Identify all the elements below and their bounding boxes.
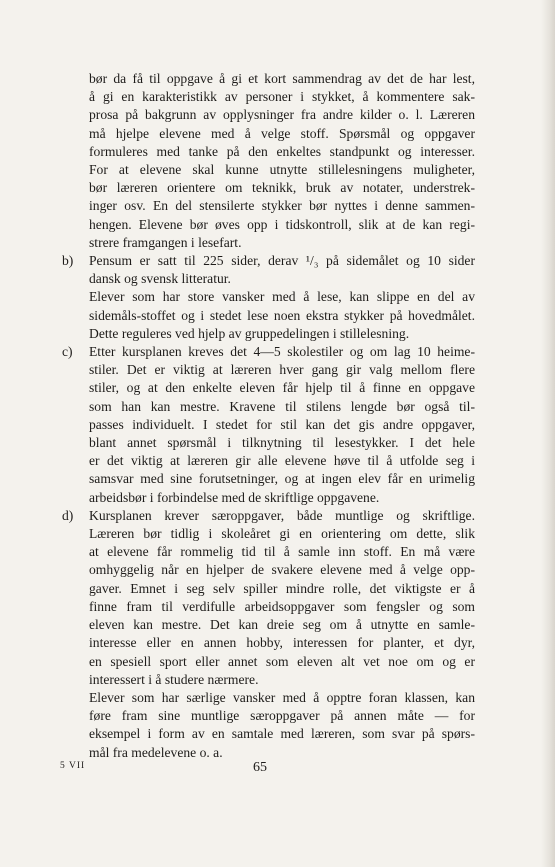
text-line: mål fra medelevene o. a.: [89, 744, 223, 760]
item-d-paragraph: [89, 507, 475, 689]
text-line: strere framgangen i lesefart.: [89, 234, 242, 250]
text-line: Læreren bør tidlig i skoleåret gi en orientering om dette, slik: [89, 526, 475, 542]
text-line: føre fram sine muntlige særoppgaver på annen måte — for: [89, 708, 475, 724]
text-line: blant annet spørsmål i tilknytning til lesestykker. I det hele: [89, 435, 475, 451]
body-text: [62, 70, 475, 762]
text-line: interessert i å studere nærmere.: [89, 671, 259, 687]
signature-mark: 5 VII: [60, 761, 86, 771]
text-line: eleven kan mestre. Det kan dreie seg om å utnytte en samle-: [89, 617, 475, 633]
item-b-paragraph-2: [89, 288, 475, 343]
text-line: er det viktig at læreren gir alle elevene høve til å utfolde seg i: [89, 453, 475, 469]
text-line: bør læreren orientere om teknikk, bruk av notater, understrek-: [89, 180, 475, 196]
text-line: hengen. Elevene bør øves opp i tidskontroll, slik at de kan regi-: [89, 216, 475, 232]
text-line: at elevene får rommelig tid til å samle inn stoff. En må være: [89, 544, 475, 560]
list-item-c: [62, 343, 475, 507]
intro-paragraph: [89, 70, 475, 252]
text-line: Etter kursplanen kreves det 4—5 skolestiler og om lag 10 heime-: [89, 344, 475, 360]
text-line: For at elevene skal kunne utnytte stillelesningens muligheter,: [89, 162, 475, 178]
text-line: stiler, og at den enkelte eleven får hjelp til å finne en oppgave: [89, 380, 475, 396]
text-line: må hjelpe elevene med å velge stoff. Spørsmål og oppgaver: [89, 125, 475, 141]
text-line: formuleres med tanke på den enkeltes standpunkt og interesser.: [89, 143, 475, 159]
text-line: Pensum er satt til 225 sider, derav ¹/₃ på sidemålet og 10 sider: [89, 253, 475, 269]
text-line: en spesiell sport eller annet som eleven alt vet noe om og er: [89, 653, 475, 669]
text-line: stiler. Det er viktig at læreren hver gang gir valg mellom flere: [89, 362, 475, 378]
text-line: Kursplanen krever særoppgaver, både muntlige og skriftlige.: [89, 507, 475, 523]
text-line: som han kan mestre. Kravene til stilens lengde bør også til-: [89, 398, 475, 414]
text-line: Elever som har særlige vansker med å opptre foran klassen, kan: [89, 689, 475, 705]
text-line: samsvar med sine forutsetninger, og at ingen elev får en urimelig: [89, 471, 475, 487]
text-line: inger osv. En del stensilerte stykker bør nyttes i denne sammen-: [89, 198, 475, 214]
text-line: omhyggelig når en hjelper de svakere elevene med å velge opp-: [89, 562, 475, 578]
list-item-b: [62, 252, 475, 343]
text-line: å gi en karakteristikk av personer i stykket, å kommentere sak-: [89, 89, 475, 105]
text-line: eksempel i form av en samtale med læreren, som svar på spørs-: [89, 726, 475, 742]
text-line: dansk og svensk litteratur.: [89, 271, 231, 287]
text-line: interesse eller en annen hobby, interessen for planter, et dyr,: [89, 635, 475, 651]
item-c-paragraph: [89, 343, 475, 507]
page-number: 65: [253, 760, 267, 775]
text-line: prosa på bakgrunn av opplysninger fra andre kilder o. l. Læreren: [89, 107, 475, 123]
text-line: passes individuelt. I stedet for stil kan det gis andre oppgaver,: [89, 416, 475, 432]
text-line: gaver. Emnet i seg selv spiller mindre rolle, det viktigste er å: [89, 580, 475, 596]
list-marker: b): [62, 253, 74, 269]
list-marker: c): [62, 344, 73, 360]
list-marker: d): [62, 507, 74, 523]
item-b-paragraph: [89, 252, 475, 288]
text-line: Elever som har store vansker med å lese, kan slippe en del av: [89, 289, 475, 305]
text-line: arbeidsbør i forbindelse med de skriftlige oppgavene.: [89, 489, 380, 505]
list-item-d: [62, 507, 475, 762]
item-d-paragraph-2: [89, 689, 475, 762]
page-edge-shadow: [541, 0, 555, 867]
text-line: bør da få til oppgave å gi et kort sammendrag av det de har lest,: [89, 71, 475, 86]
text-line: sidemåls-stoffet og i stedet lese noen ekstra stykker på hovedmålet.: [89, 307, 475, 323]
text-line: Dette reguleres ved hjelp av gruppedelingen i stillelesning.: [89, 325, 410, 341]
text-line: finne fram til verdifulle arbeidsoppgaver som fengsler og som: [89, 598, 475, 614]
